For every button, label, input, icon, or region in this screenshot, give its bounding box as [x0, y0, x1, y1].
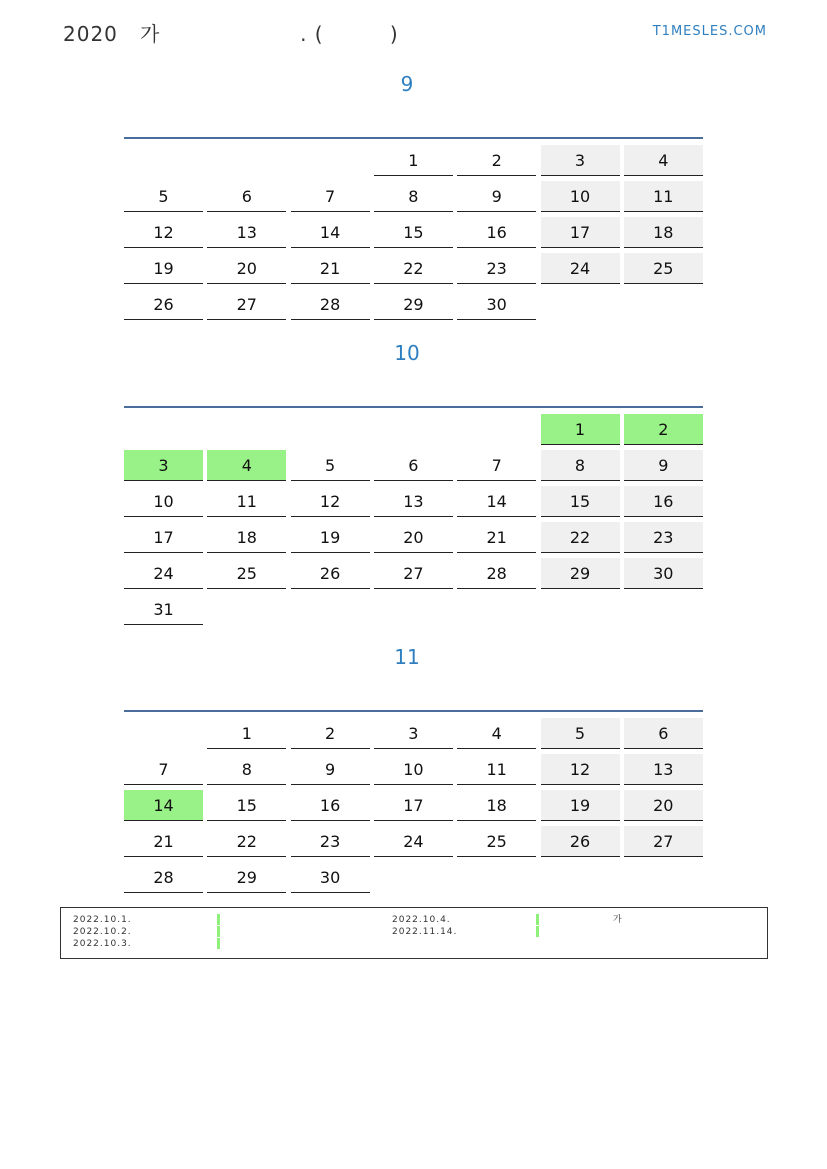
calendar-week-row: [124, 790, 703, 826]
weekend-day-cell: 19: [541, 790, 620, 821]
day-cell: 6: [207, 181, 286, 212]
day-cell: 7: [124, 754, 203, 785]
legend-marker: [536, 926, 539, 937]
day-cell: 28: [457, 558, 536, 589]
weekend-day-cell: 20: [624, 790, 703, 821]
day-cell: 23: [457, 253, 536, 284]
day-cell: 21: [124, 826, 203, 857]
weekend-day-cell: 17: [541, 217, 620, 248]
day-cell: 22: [374, 253, 453, 284]
day-cell: 8: [207, 754, 286, 785]
day-cell: 26: [124, 289, 203, 320]
calendar-week-row: [124, 486, 703, 522]
legend-date: 2022.10.2.: [73, 927, 132, 937]
calendar-week-row: [124, 558, 703, 594]
legend-date: 2022.10.3.: [73, 939, 132, 949]
day-cell: 14: [291, 217, 370, 248]
page-title: 2020 가 . ( ): [63, 22, 399, 46]
day-cell: 19: [291, 522, 370, 553]
day-cell: 1: [207, 718, 286, 749]
day-cell: 21: [291, 253, 370, 284]
site-link[interactable]: T1MESLES.COM: [652, 24, 767, 39]
day-cell: 18: [207, 522, 286, 553]
weekend-day-cell: 26: [541, 826, 620, 857]
day-cell: 13: [207, 217, 286, 248]
calendar-november: [124, 710, 703, 898]
calendar-week-row: [124, 181, 703, 217]
day-cell: 2: [291, 718, 370, 749]
month-title-september: 9: [400, 72, 414, 96]
day-cell: 18: [457, 790, 536, 821]
calendar-week-row: [124, 522, 703, 558]
day-cell: 19: [124, 253, 203, 284]
month-title-november: 11: [394, 645, 420, 669]
weekend-day-cell: 11: [624, 181, 703, 212]
calendar-week-row: [124, 217, 703, 253]
weekend-day-cell: 3: [541, 145, 620, 176]
legend-marker: [217, 914, 220, 925]
day-cell: 25: [457, 826, 536, 857]
day-cell: 2: [457, 145, 536, 176]
day-cell: 17: [124, 522, 203, 553]
day-cell: 5: [291, 450, 370, 481]
weekend-day-cell: 13: [624, 754, 703, 785]
calendar-week-row: [124, 253, 703, 289]
day-cell: 9: [457, 181, 536, 212]
calendar-week-row: [124, 826, 703, 862]
weekend-day-cell: 29: [541, 558, 620, 589]
weekend-day-cell: 27: [624, 826, 703, 857]
day-cell: 31: [124, 594, 203, 625]
legend-marker: [217, 926, 220, 937]
weekend-day-cell: 23: [624, 522, 703, 553]
day-cell: 10: [374, 754, 453, 785]
day-cell: 11: [457, 754, 536, 785]
weekend-day-cell: 10: [541, 181, 620, 212]
day-cell: 23: [291, 826, 370, 857]
weekend-day-cell: 15: [541, 486, 620, 517]
day-cell: 8: [374, 181, 453, 212]
weekend-day-cell: 6: [624, 718, 703, 749]
day-cell: 15: [374, 217, 453, 248]
calendar-week-row: [124, 145, 703, 181]
weekend-day-cell: 4: [624, 145, 703, 176]
day-cell: 28: [124, 862, 203, 893]
calendar-september: [124, 137, 703, 325]
weekend-day-cell: 8: [541, 450, 620, 481]
day-cell: 29: [207, 862, 286, 893]
day-cell: 9: [291, 754, 370, 785]
day-cell: 26: [291, 558, 370, 589]
holiday-day-cell: 2: [624, 414, 703, 445]
calendar-week-row: [124, 718, 703, 754]
day-cell: 24: [374, 826, 453, 857]
calendar-week-row: [124, 594, 703, 630]
day-cell: 1: [374, 145, 453, 176]
day-cell: 12: [291, 486, 370, 517]
day-cell: 25: [207, 558, 286, 589]
month-title-october: 10: [394, 341, 420, 365]
calendar-week-row: [124, 754, 703, 790]
day-cell: 15: [207, 790, 286, 821]
day-cell: 27: [207, 289, 286, 320]
day-cell: 3: [374, 718, 453, 749]
weekend-day-cell: 18: [624, 217, 703, 248]
weekend-day-cell: 22: [541, 522, 620, 553]
weekend-day-cell: 25: [624, 253, 703, 284]
weekend-day-cell: 9: [624, 450, 703, 481]
weekend-day-cell: 30: [624, 558, 703, 589]
day-cell: 14: [457, 486, 536, 517]
legend-date: 2022.10.1.: [73, 915, 132, 925]
day-cell: 29: [374, 289, 453, 320]
holiday-day-cell: 1: [541, 414, 620, 445]
day-cell: 10: [124, 486, 203, 517]
day-cell: 4: [457, 718, 536, 749]
holiday-day-cell: 3: [124, 450, 203, 481]
calendar-october: [124, 406, 703, 630]
day-cell: 22: [207, 826, 286, 857]
day-cell: 27: [374, 558, 453, 589]
calendar-week-row: [124, 414, 703, 450]
legend-marker: [536, 914, 539, 925]
legend-note: 가: [613, 915, 623, 925]
day-cell: 7: [457, 450, 536, 481]
day-cell: 13: [374, 486, 453, 517]
day-cell: 21: [457, 522, 536, 553]
legend-date: 2022.10.4.: [392, 915, 451, 925]
day-cell: 7: [291, 181, 370, 212]
legend-marker: [217, 938, 220, 949]
day-cell: 30: [291, 862, 370, 893]
weekend-day-cell: 5: [541, 718, 620, 749]
day-cell: 16: [457, 217, 536, 248]
day-cell: 17: [374, 790, 453, 821]
day-cell: 6: [374, 450, 453, 481]
legend-date: 2022.11.14.: [392, 927, 458, 937]
holiday-day-cell: 4: [207, 450, 286, 481]
day-cell: 24: [124, 558, 203, 589]
day-cell: 30: [457, 289, 536, 320]
calendar-week-row: [124, 289, 703, 325]
day-cell: 12: [124, 217, 203, 248]
calendar-week-row: [124, 862, 703, 898]
weekend-day-cell: 16: [624, 486, 703, 517]
day-cell: 16: [291, 790, 370, 821]
day-cell: 20: [374, 522, 453, 553]
day-cell: 28: [291, 289, 370, 320]
weekend-day-cell: 24: [541, 253, 620, 284]
weekend-day-cell: 12: [541, 754, 620, 785]
holiday-legend: [60, 907, 768, 959]
day-cell: 5: [124, 181, 203, 212]
calendar-week-row: [124, 450, 703, 486]
day-cell: 20: [207, 253, 286, 284]
holiday-day-cell: 14: [124, 790, 203, 821]
day-cell: 11: [207, 486, 286, 517]
